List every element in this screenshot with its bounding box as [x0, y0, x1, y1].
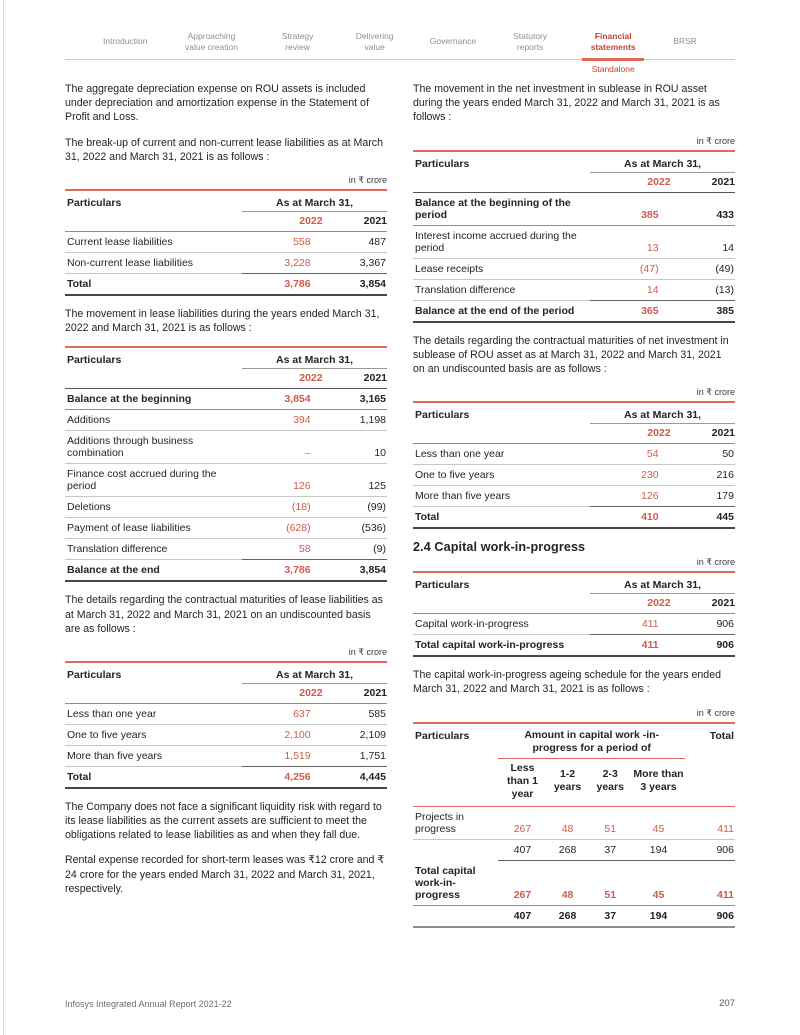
data-table — [65, 661, 387, 789]
value-2022: 410 — [590, 507, 671, 529]
value-2021: 179 — [671, 486, 735, 507]
paragraph-lease-breakup: The break-up of current and non-current lease liabilities as at March 31, 2022 and March 31, 2021 is as follows : — [65, 136, 383, 163]
column-header-as-at: As at March 31, — [590, 572, 735, 594]
value-period: 37 — [588, 905, 631, 927]
nav-item-governance[interactable] — [430, 24, 476, 59]
value-2022: – — [242, 431, 323, 464]
row-label: Finance cost accrued during the period — [65, 464, 242, 497]
nav-item-approaching-value-creation[interactable] — [179, 24, 245, 59]
value-2022: (47) — [590, 258, 671, 279]
table-row — [65, 766, 387, 788]
value-2022: 3,228 — [242, 252, 323, 273]
value-2021: 4,445 — [323, 766, 387, 788]
table-row — [65, 560, 387, 582]
table-row — [65, 497, 387, 518]
table-row — [413, 465, 735, 486]
row-label — [413, 905, 498, 927]
value-2022: 13 — [590, 225, 671, 258]
value-period: 45 — [632, 807, 685, 840]
column-header-particulars: Particulars — [415, 157, 470, 170]
page-edge-line — [3, 0, 4, 1035]
value-period: 194 — [632, 840, 685, 861]
value-2021: (99) — [323, 497, 387, 518]
row-label: Less than one year — [65, 703, 242, 724]
value-2021: 216 — [671, 465, 735, 486]
column-header-particulars: Particulars — [67, 354, 122, 367]
nav-item-label: BRSR — [673, 36, 697, 47]
value-period: 268 — [547, 905, 589, 927]
table-row — [65, 389, 387, 410]
row-label: Total capital work-in-progress — [413, 861, 498, 906]
value-2021: 50 — [671, 444, 735, 465]
nav-item-label: Financial statements — [590, 30, 636, 52]
row-label: One to five years — [413, 465, 590, 486]
table-row — [413, 861, 735, 906]
unit-label: in ₹ crore — [696, 557, 735, 568]
value-2022: 14 — [590, 279, 671, 300]
column-header-total: Total — [709, 729, 734, 742]
value-period: 51 — [588, 807, 631, 840]
row-label: Balance at the end of the period — [413, 300, 590, 322]
value-2022: 365 — [590, 300, 671, 322]
row-label: Lease receipts — [413, 258, 590, 279]
value-2021: 433 — [671, 192, 735, 225]
left-column — [65, 82, 387, 939]
table-row — [413, 486, 735, 507]
table-row — [413, 192, 735, 225]
value-period: 407 — [498, 840, 546, 861]
paragraph-rou-depreciation: The aggregate depreciation expense on ROU assets is included under depreciation and amortization expense in the Statement of Profit and Loss. — [65, 83, 369, 124]
cwip-ageing-table — [413, 708, 735, 928]
paragraph-cwip-ageing: The capital work-in-progress ageing schedule for the years ended March 31, 2022 and March 31, 2021 is as follows : — [413, 669, 721, 696]
year-header-2021: 2021 — [323, 369, 387, 389]
row-label: Capital work-in-progress — [413, 614, 590, 635]
value-2021: 585 — [323, 703, 387, 724]
subheader-period: Less than 1 year — [498, 758, 546, 806]
value-2021: 10 — [323, 431, 387, 464]
row-label: Additions — [65, 410, 242, 431]
value-period: 45 — [632, 861, 685, 906]
table-row — [413, 840, 735, 861]
value-period: 267 — [498, 861, 546, 906]
table-row — [413, 444, 735, 465]
value-2021: 385 — [671, 300, 735, 322]
table-row — [65, 273, 387, 295]
subheader-period: 2-3 years — [588, 758, 631, 806]
value-2021: (536) — [323, 518, 387, 539]
value-2021: 906 — [671, 614, 735, 635]
row-label: Balance at the end — [65, 560, 242, 582]
row-label: Total — [65, 766, 242, 788]
paragraph-lease-movement: The movement in lease liabilities during the years ended March 31, 2022 and March 31, 2021 is as follows : — [65, 307, 380, 335]
table-row — [413, 614, 735, 635]
value-2022: 2,100 — [242, 724, 323, 745]
value-2022: 637 — [242, 703, 323, 724]
nav-subnav-standalone: Standalone — [591, 64, 635, 74]
value-period: 48 — [547, 807, 589, 840]
sublease-maturities-table — [413, 387, 735, 529]
column-header-as-at: As at March 31, — [590, 151, 735, 173]
lease-maturities-table — [65, 647, 387, 789]
table-row — [65, 745, 387, 766]
row-label: Deletions — [65, 497, 242, 518]
value-2021: 3,854 — [323, 273, 387, 295]
value-2022: 4,256 — [242, 766, 323, 788]
table-row — [413, 507, 735, 529]
value-2022: 1,519 — [242, 745, 323, 766]
report-title: Infosys Integrated Annual Report 2021-22 — [65, 999, 232, 1009]
row-label: Balance at the beginning of the period — [413, 192, 590, 225]
unit-label: in ₹ crore — [696, 387, 735, 398]
value-2021: 445 — [671, 507, 735, 529]
data-table — [413, 401, 735, 529]
column-header-particulars: Particulars — [67, 668, 122, 681]
value-2021: (49) — [671, 258, 735, 279]
ageing-data-table — [413, 722, 735, 928]
row-label: Less than one year — [413, 444, 590, 465]
year-header-spacer — [413, 594, 590, 614]
nav-item-strategy-review[interactable] — [276, 24, 320, 59]
column-header-as-at: As at March 31, — [242, 347, 387, 369]
column-header-amount-span: Amount in capital work -in-progress for a period of — [498, 723, 685, 759]
value-2022: 411 — [590, 614, 671, 635]
value-2021: 2,109 — [323, 724, 387, 745]
lease-liabilities-breakup-table — [65, 175, 387, 296]
lease-liabilities-movement-table — [65, 346, 387, 582]
value-period: 407 — [498, 905, 546, 927]
table-row — [65, 231, 387, 252]
page-footer — [65, 998, 735, 1009]
table-row — [65, 539, 387, 560]
cwip-table — [413, 557, 735, 657]
row-label: Total capital work-in-progress — [413, 635, 590, 657]
section-heading-cwip: 2.4 Capital work-in-progress — [413, 540, 586, 555]
row-label: Non-current lease liabilities — [65, 252, 242, 273]
nav-item-brsr[interactable] — [673, 24, 697, 59]
row-label: Translation difference — [65, 539, 242, 560]
table-row — [65, 464, 387, 497]
table-row — [65, 252, 387, 273]
value-2022: 230 — [590, 465, 671, 486]
subheader-period: 1-2 years — [547, 758, 589, 806]
table-row — [65, 410, 387, 431]
table-row — [413, 258, 735, 279]
year-header-2022: 2022 — [590, 594, 671, 614]
value-2022: 394 — [242, 410, 323, 431]
row-label: More than five years — [65, 745, 242, 766]
table-row — [413, 225, 735, 258]
unit-label: in ₹ crore — [348, 646, 387, 657]
value-total: 411 — [685, 807, 735, 840]
table-row — [65, 724, 387, 745]
nav-item-label: Approaching value creation — [185, 30, 238, 52]
paragraph-rental-expense: Rental expense recorded for short-term leases was ₹12 crore and ₹ 24 crore for the years ended March 31, 2022 and March 31, 2021, respectively. — [65, 854, 385, 895]
nav-item-introduction[interactable] — [103, 24, 147, 59]
row-label: Translation difference — [413, 279, 590, 300]
data-table — [413, 150, 735, 323]
value-2022: 3,786 — [242, 560, 323, 582]
right-column — [413, 82, 735, 939]
year-header-2022: 2022 — [242, 683, 323, 703]
value-period: 48 — [547, 861, 589, 906]
value-2021: 3,367 — [323, 252, 387, 273]
year-header-spacer — [413, 172, 590, 192]
top-navigation — [65, 24, 735, 74]
column-header-as-at: As at March 31, — [242, 190, 387, 212]
unit-label: in ₹ crore — [348, 174, 387, 185]
year-header-2021: 2021 — [671, 424, 735, 444]
value-2021: 487 — [323, 231, 387, 252]
column-header-particulars: Particulars — [415, 409, 470, 422]
year-header-spacer — [65, 683, 242, 703]
year-header-2022: 2022 — [590, 424, 671, 444]
year-header-2022: 2022 — [242, 211, 323, 231]
unit-label: in ₹ crore — [696, 135, 735, 146]
value-2021: 125 — [323, 464, 387, 497]
unit-label: in ₹ crore — [696, 707, 735, 718]
column-header-as-at: As at March 31, — [590, 402, 735, 424]
table-row — [413, 807, 735, 840]
value-2021: (9) — [323, 539, 387, 560]
value-total: 411 — [685, 861, 735, 906]
year-header-2021: 2021 — [671, 594, 735, 614]
table-row — [65, 518, 387, 539]
row-label: Total — [65, 273, 242, 295]
table-row — [413, 635, 735, 657]
row-label: Balance at the beginning — [65, 389, 242, 410]
value-2022: 385 — [590, 192, 671, 225]
row-label: One to five years — [65, 724, 242, 745]
nav-item-label: Strategy review — [281, 30, 314, 52]
value-2022: 3,854 — [242, 389, 323, 410]
nav-item-label: Governance — [429, 36, 477, 47]
value-period: 267 — [498, 807, 546, 840]
value-2022: 411 — [590, 635, 671, 657]
year-header-2021: 2021 — [671, 172, 735, 192]
column-header-particulars: Particulars — [67, 196, 122, 209]
row-label: Current lease liabilities — [65, 231, 242, 252]
row-label: Payment of lease liabilities — [65, 518, 242, 539]
row-label: Projects in progress — [413, 807, 498, 840]
content-columns — [65, 82, 735, 939]
value-2021: 14 — [671, 225, 735, 258]
year-header-2022: 2022 — [590, 172, 671, 192]
value-2022: 558 — [242, 231, 323, 252]
value-period: 268 — [547, 840, 589, 861]
year-header-2022: 2022 — [242, 369, 323, 389]
year-header-spacer — [65, 369, 242, 389]
subheader-spacer — [413, 758, 498, 806]
paragraph-sublease-maturities: The details regarding the contractual maturities of net investment in sublease of ROU asset as at March 31, 2022 and March 31, 2021 on an undiscounted basis are as follows : — [413, 334, 729, 375]
value-2021: 1,198 — [323, 410, 387, 431]
paragraph-liquidity-risk: The Company does not face a significant liquidity risk with regard to its lease liabilities as the current assets are sufficient to meet the obligations related to lease liabilities as and when they fall due. — [65, 800, 382, 842]
paragraph-lease-maturities: The details regarding the contractual maturities of lease liabilities as at March 31, 2022 and March 31, 2021 on an undiscounted basis are as follows : — [65, 594, 383, 635]
nav-item-delivering-value[interactable] — [351, 24, 399, 59]
table-row — [65, 431, 387, 464]
value-total: 906 — [685, 905, 735, 927]
year-header-2021: 2021 — [323, 211, 387, 231]
column-header-as-at: As at March 31, — [242, 662, 387, 684]
value-2021: 1,751 — [323, 745, 387, 766]
row-label: Interest income accrued during the period — [413, 225, 590, 258]
nav-item-label: Introduction — [103, 36, 148, 47]
nav-item-label: Delivering value — [355, 30, 394, 52]
row-label — [413, 840, 498, 861]
table-row — [413, 905, 735, 927]
value-2021: (13) — [671, 279, 735, 300]
data-table — [65, 346, 387, 582]
nav-item-label: Statutory reports — [513, 30, 548, 52]
nav-item-financial-statements[interactable] — [584, 24, 642, 74]
value-2022: 58 — [242, 539, 323, 560]
year-header-2021: 2021 — [323, 683, 387, 703]
value-period: 37 — [588, 840, 631, 861]
row-label: Additions through business combination — [65, 431, 242, 464]
value-total: 906 — [685, 840, 735, 861]
value-2022: 126 — [590, 486, 671, 507]
data-table — [413, 571, 735, 657]
column-header-particulars: Particulars — [415, 729, 470, 742]
data-table — [65, 189, 387, 296]
paragraph-sublease-movement: The movement in the net investment in sublease in ROU asset during the years ended March 31, 2022 and March 31, 2021 is as follows : — [413, 83, 720, 124]
row-label: More than five years — [413, 486, 590, 507]
table-row — [413, 300, 735, 322]
value-period: 51 — [588, 861, 631, 906]
value-period: 194 — [632, 905, 685, 927]
subheader-period: More than 3 years — [632, 758, 685, 806]
page-number: 207 — [719, 998, 735, 1009]
year-header-spacer — [65, 211, 242, 231]
row-label: Total — [413, 507, 590, 529]
value-2021: 3,854 — [323, 560, 387, 582]
value-2022: 126 — [242, 464, 323, 497]
value-2021: 906 — [671, 635, 735, 657]
value-2022: 3,786 — [242, 273, 323, 295]
value-2022: 54 — [590, 444, 671, 465]
value-2021: 3,165 — [323, 389, 387, 410]
subheader-spacer — [685, 758, 735, 806]
table-row — [413, 279, 735, 300]
nav-item-statutory-reports[interactable] — [507, 24, 553, 59]
column-header-particulars: Particulars — [415, 579, 470, 592]
value-2022: (18) — [242, 497, 323, 518]
sublease-movement-table — [413, 136, 735, 323]
value-2022: (628) — [242, 518, 323, 539]
year-header-spacer — [413, 424, 590, 444]
table-row — [65, 703, 387, 724]
